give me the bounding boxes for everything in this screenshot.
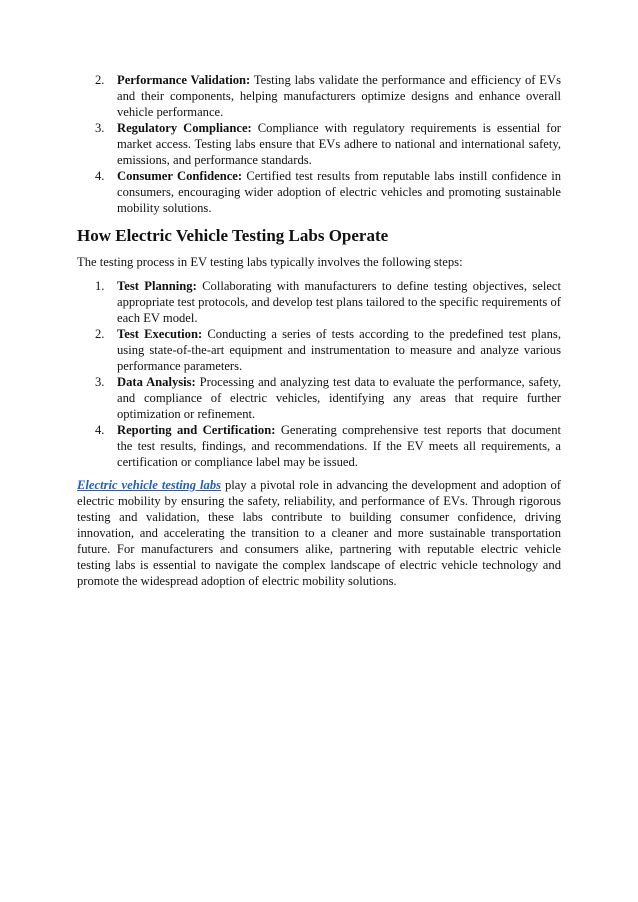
list-term: Reporting and Certification: — [117, 423, 276, 437]
list-term: Performance Validation: — [117, 73, 251, 87]
list-term: Test Execution: — [117, 327, 203, 341]
closing-paragraph — [77, 477, 561, 589]
list-item — [77, 326, 561, 374]
list-item — [77, 422, 561, 470]
list-item — [77, 72, 561, 120]
ev-testing-labs-link[interactable]: Electric vehicle testing labs — [77, 478, 222, 492]
list-item — [77, 374, 561, 422]
steps-list — [77, 278, 561, 470]
list-number: 2. — [95, 73, 105, 87]
list-term: Test Planning: — [117, 279, 197, 293]
importance-list — [77, 72, 561, 216]
list-item — [77, 120, 561, 168]
list-text: Certified test results from reputable labs instill confidence in consumers, encouraging wider adoption of electric vehicles and promoting sustainable mobility solutions. — [117, 169, 562, 215]
section-intro: The testing process in EV testing labs typically involves the following steps: — [77, 255, 463, 269]
list-term: Data Analysis: — [117, 375, 196, 389]
list-text: Compliance with regulatory requirements is essential for market access. Testing labs ensure that EVs adhere to national and international safety, emissions, and performance standards. — [117, 121, 561, 167]
list-text: Collaborating with manufacturers to define testing objectives, select appropriate test protocols, and develop test plans tailored to the specific requirements of each EV model. — [117, 279, 561, 325]
list-text: Testing labs validate the performance and efficiency of EVs and their components, helping manufacturers optimize designs and enhance overall vehicle performance. — [117, 73, 561, 119]
list-number: 4. — [95, 423, 105, 437]
list-text: Generating comprehensive test reports that document the test results, findings, and recommendations. If the EV meets all requirements, a certification or compliance label may be issued. — [117, 423, 562, 469]
list-number: 2. — [95, 327, 105, 341]
list-term: Regulatory Compliance: — [117, 121, 252, 135]
list-item — [77, 278, 561, 326]
list-text: Processing and analyzing test data to evaluate the performance, safety, and compliance of electric vehicles, identifying any areas that require further optimization or refinement. — [117, 375, 561, 421]
section-heading: How Electric Vehicle Testing Labs Operate — [77, 226, 389, 245]
list-number: 3. — [95, 375, 105, 389]
list-number: 1. — [95, 279, 105, 293]
list-term: Consumer Confidence: — [117, 169, 243, 183]
closing-text: play a pivotal role in advancing the development and adoption of electric mobility by ensuring the safety, reliability, and performance of EVs. Through rigorous testing and validation, these labs contribute to building consumer confidence, driving innovation, and accelerating the transition to a cleaner and more sustainable transportation future. For manufacturers and consumers alike, partnering with reputable electric vehicle testing labs is essential to navigate the complex landscape of electric vehicle technology and promote the widespread adoption of electric mobility solutions. — [77, 478, 561, 588]
list-number: 4. — [95, 169, 105, 183]
list-item — [77, 168, 561, 216]
list-number: 3. — [95, 121, 105, 135]
list-text: Conducting a series of tests according to the predefined test plans, using state-of-the-art equipment and instrumentation to measure and analyze various performance parameters. — [117, 327, 561, 373]
